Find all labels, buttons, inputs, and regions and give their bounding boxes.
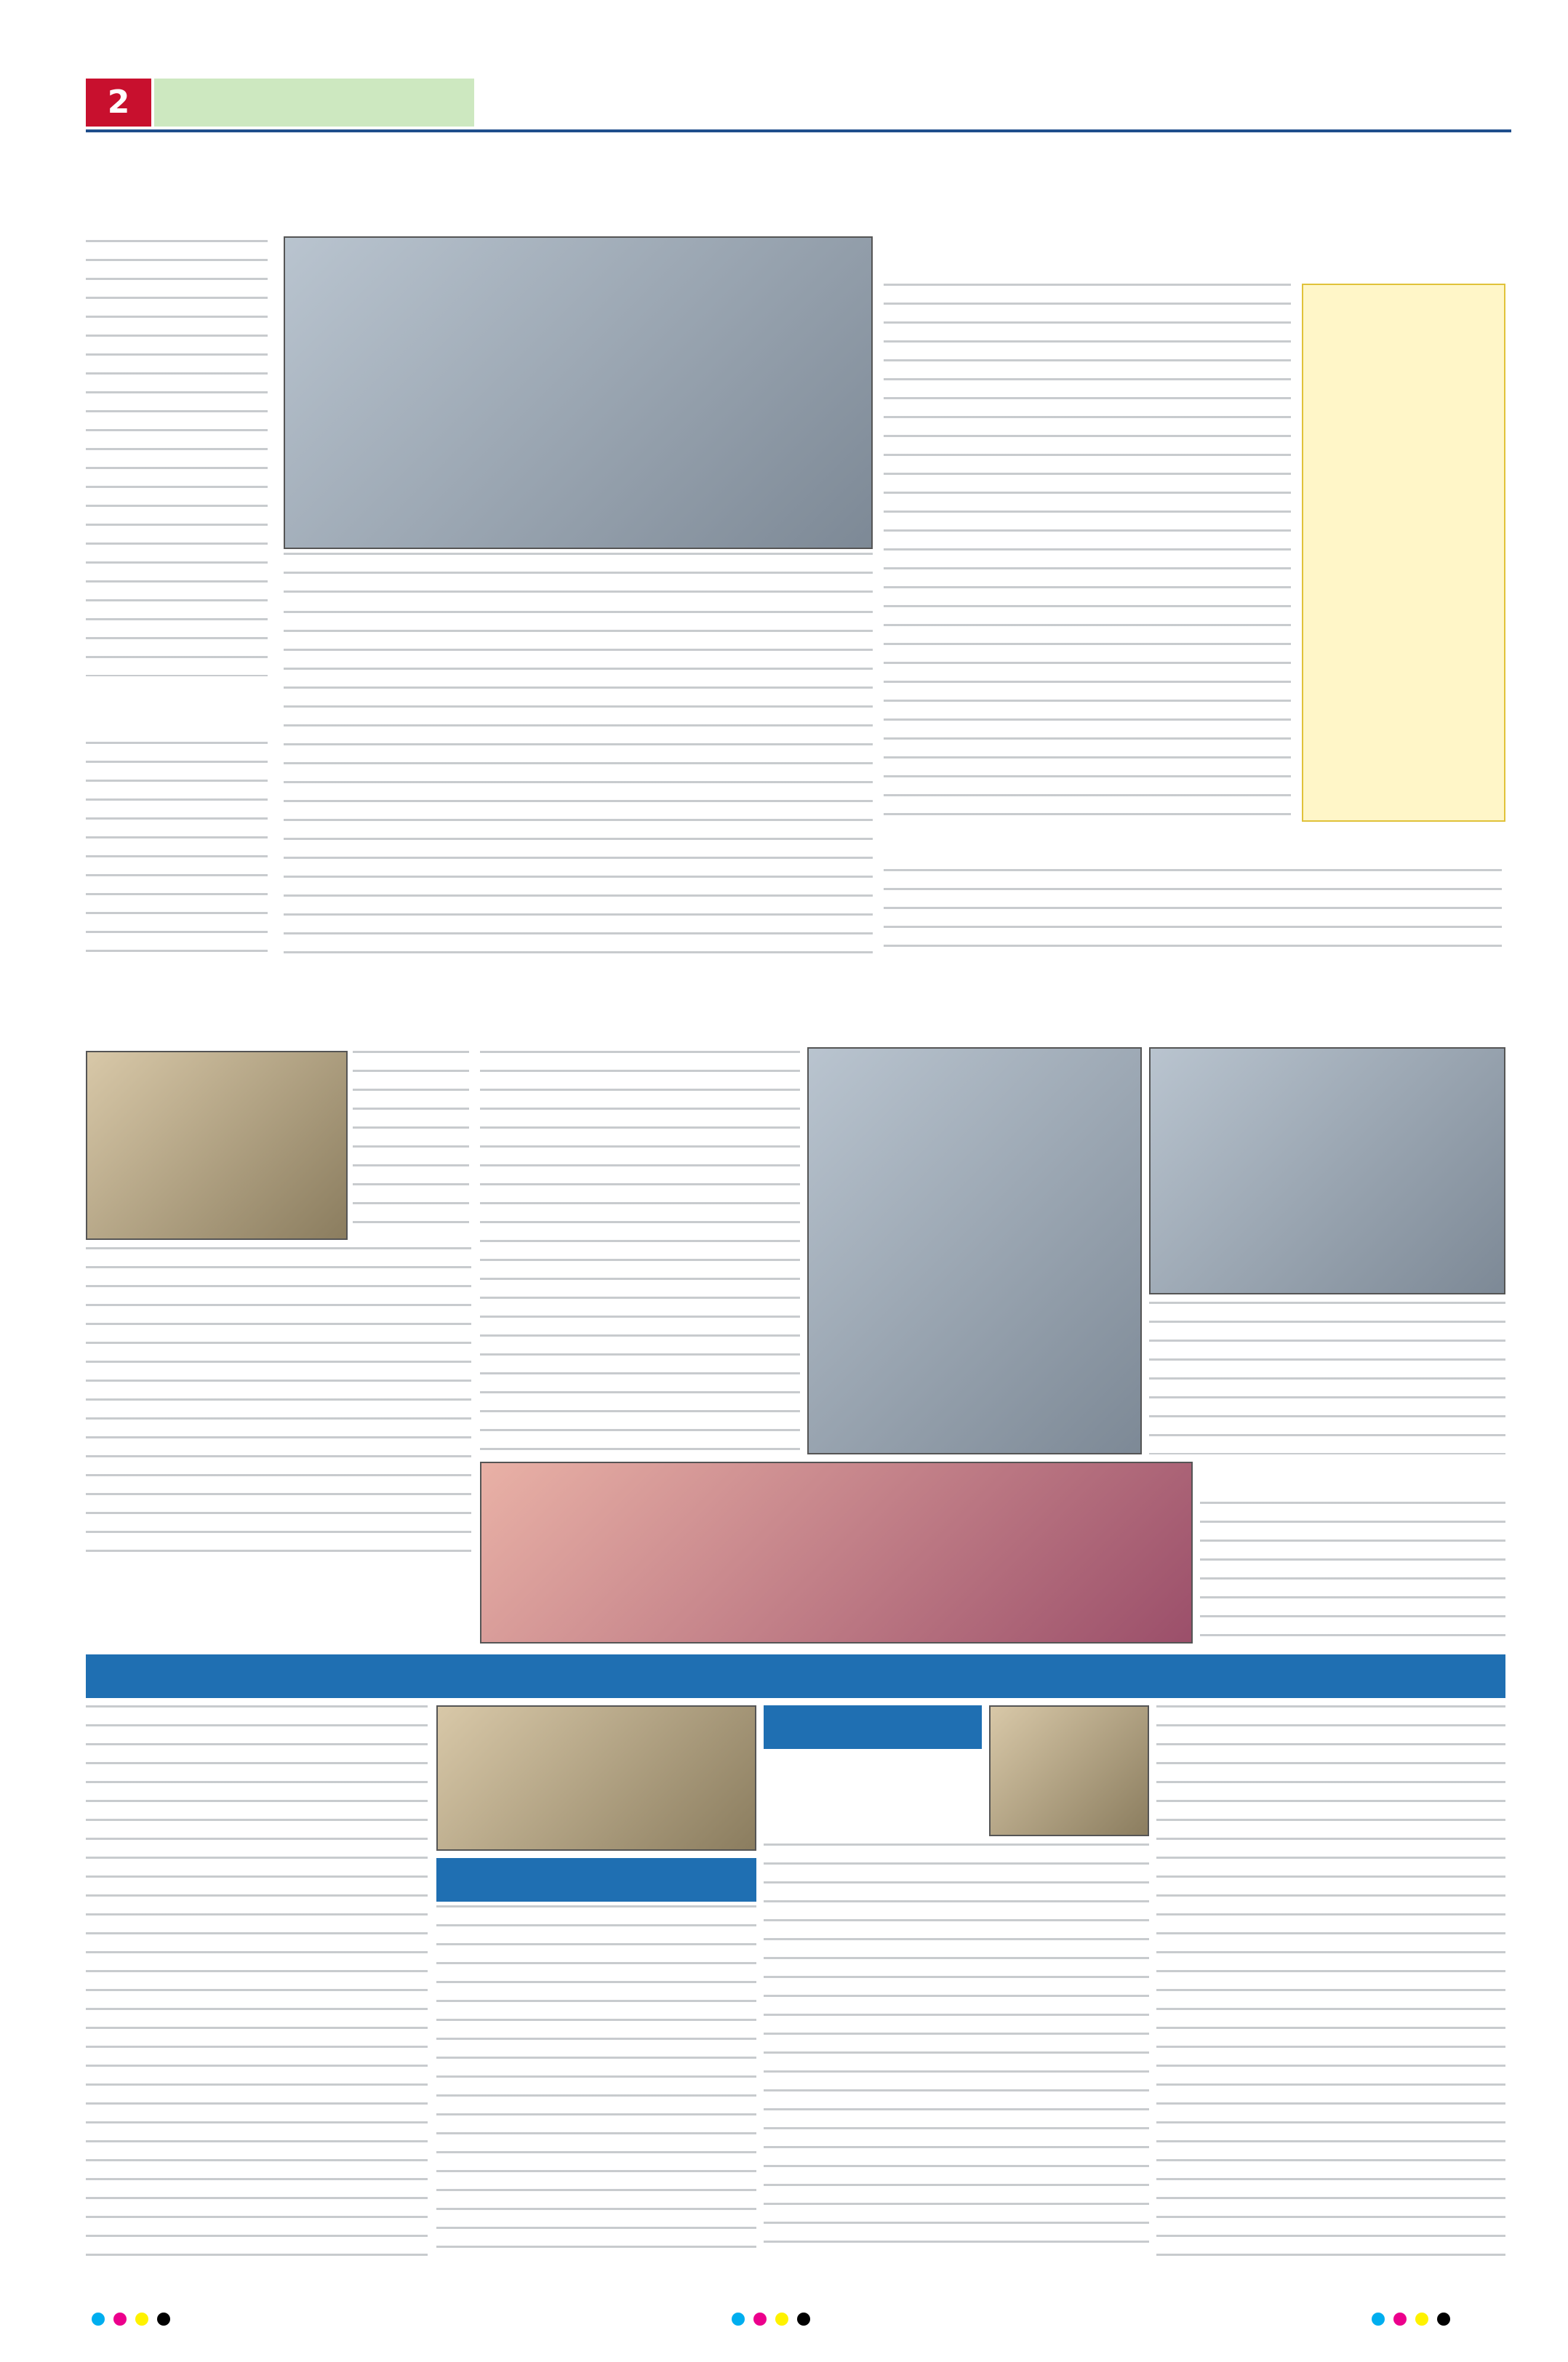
trees-photo-1 — [807, 1047, 1142, 1454]
right-top-body — [884, 284, 1291, 822]
left-top-body — [86, 240, 268, 676]
events-col-4 — [1156, 1705, 1505, 2258]
lead-photo — [284, 236, 873, 549]
palace-photo — [436, 1705, 756, 1851]
sidebar-box — [1302, 284, 1505, 822]
left-mid-body — [86, 742, 268, 960]
panchanga-title — [436, 1858, 756, 1902]
quote-body — [884, 869, 1502, 964]
issue-date — [1164, 79, 1505, 127]
lead-body — [284, 611, 873, 960]
mid-left-headline — [86, 978, 464, 1044]
left-mid-headline — [86, 680, 268, 738]
mid-left-photo — [86, 1051, 348, 1240]
color-bar-center — [727, 2313, 873, 2334]
page-number: 2 — [86, 79, 151, 127]
mid-left-body-b — [86, 1247, 471, 1553]
group-photo — [480, 1462, 1193, 1644]
radio-photo — [989, 1705, 1149, 1836]
events-band — [86, 1654, 1505, 1698]
trees-body — [480, 1051, 800, 1458]
trees-caption — [1149, 1302, 1505, 1454]
trees-photo-2 — [1149, 1047, 1505, 1294]
events-col-3 — [764, 1843, 1149, 2258]
color-bar-right — [1367, 2313, 1513, 2334]
kuvempu-body — [1200, 1502, 1505, 1644]
left-top-headline — [86, 138, 268, 233]
masthead — [742, 79, 960, 127]
color-bar-left — [87, 2313, 233, 2334]
lead-headline — [280, 138, 1444, 196]
panchanga-body — [436, 1905, 756, 2258]
mid-left-body-a — [353, 1051, 469, 1240]
radio-title — [764, 1705, 982, 1749]
quote-headline — [884, 829, 1502, 865]
trees-headline — [480, 978, 1505, 1044]
header-rule — [86, 129, 1511, 132]
right-top-headline — [884, 207, 1502, 276]
section-title — [154, 79, 474, 127]
lead-caption — [284, 553, 873, 604]
kuvempu-headline — [1200, 1462, 1505, 1498]
events-col-1 — [86, 1705, 428, 2258]
